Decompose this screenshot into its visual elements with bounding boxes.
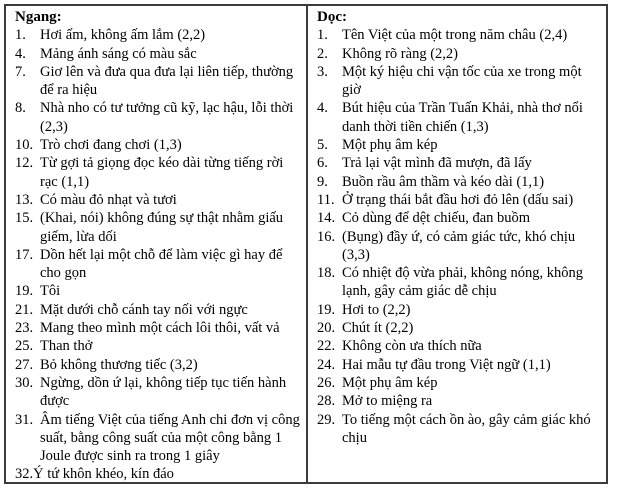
clue-item: [15, 136, 301, 154]
clue-item: [15, 191, 301, 209]
clue-text: Mang theo mình một cách lôi thôi, vất vả: [40, 320, 280, 337]
clue-number: 25.: [15, 338, 34, 355]
clue-item: [15, 465, 301, 482]
clue-item: [15, 246, 301, 283]
clue-number: 18.: [317, 265, 336, 282]
clue-text: Cỏ dùng để dệt chiếu, đan buồm: [342, 210, 531, 227]
clue-item: [317, 228, 601, 265]
clue-text: Tên Việt của một trong năm châu (2,4): [342, 27, 568, 44]
clue-number: 14.: [317, 210, 336, 227]
clue-number: 11.: [317, 191, 335, 208]
clue-text: To tiếng một cách ồn ào, gây cảm giác khó chịu: [342, 411, 591, 446]
clue-text: Trả lại vật mình đã mượn, đã lấy: [342, 155, 532, 172]
clue-number: 20.: [317, 320, 336, 337]
clue-item: [317, 191, 601, 209]
clue-text: (Khai, nói) không đúng sự thật nhằm giấu giếm, lừa dối: [40, 210, 284, 245]
across-header: Ngang:: [15, 9, 62, 25]
clue-item: [15, 337, 301, 355]
clue-item: [15, 356, 301, 374]
clue-text: Từ gợi tả giọng đọc kéo dài từng tiếng rời rạc (1,1): [40, 155, 284, 190]
down-header: Dọc:: [317, 9, 347, 25]
clue-text: Một phụ âm kép: [342, 374, 438, 391]
clue-number: 9.: [317, 173, 328, 190]
clue-number: 1.: [15, 27, 26, 44]
clue-text: Tôi: [40, 283, 61, 300]
clue-item: [15, 45, 301, 63]
clue-item: [15, 63, 301, 100]
clue-text: Có nhiệt độ vừa phải, không nóng, không lạnh, gây cảm giác dễ chịu: [342, 265, 584, 300]
clue-text: Than thở: [40, 338, 93, 355]
clue-number: 7.: [15, 63, 26, 80]
clue-item: [317, 301, 601, 319]
clue-number: 4.: [317, 100, 328, 117]
clue-item: [317, 392, 601, 410]
clue-number: 30.: [15, 374, 34, 391]
clue-text: Dồn hết lại một chỗ để làm việc gì hay để cho gọn: [40, 246, 283, 282]
clue-text: Ý tứ khôn khéo, kín đáo: [33, 466, 174, 482]
clue-text: Trò chơi đang chơi (1,3): [40, 137, 182, 154]
clue-text: Hai mẫu tự đầu trong Việt ngữ (1,1): [342, 356, 551, 373]
clue-item: [15, 282, 301, 300]
clue-item: [317, 26, 601, 44]
clue-number: 19.: [317, 301, 336, 318]
clue-text: Giơ lên và đưa qua đưa lại liên tiếp, thường để ra hiệu: [40, 63, 294, 99]
clue-text: Có màu đỏ nhạt và tươi: [40, 191, 177, 208]
across-column: [6, 6, 306, 482]
clue-number: 17.: [15, 246, 34, 263]
clue-number: 3.: [317, 63, 328, 80]
clue-item: [317, 209, 601, 227]
clue-item: [15, 411, 301, 466]
clue-item: [15, 154, 301, 191]
clue-text: Ở trạng thái bắt đầu hơi đỏ lên (dấu sai): [342, 191, 574, 208]
clue-text: Hơi to (2,2): [342, 301, 411, 318]
clue-number: 22.: [317, 338, 336, 355]
clue-number: 31.: [15, 411, 34, 428]
clue-text: Mở to miệng ra: [342, 393, 433, 410]
clue-item: [317, 319, 601, 337]
clue-number: 12.: [15, 155, 34, 172]
clue-number: 4.: [15, 45, 26, 62]
clue-text: (Bụng) đầy ứ, có cảm giác tức, khó chịu (3,3): [342, 228, 576, 263]
clue-number: 2.: [317, 45, 328, 62]
clue-text: Một ký hiệu chi vận tốc của xe trong một giờ: [342, 63, 582, 99]
clue-text: Ngừng, dồn ứ lại, không tiếp tục tiến hành được: [40, 374, 287, 410]
clue-item: [317, 374, 601, 392]
clue-text: Không rõ ràng (2,2): [342, 45, 458, 62]
clue-item: [15, 99, 301, 136]
down-clue-list: [317, 26, 601, 447]
clue-item: [317, 63, 601, 100]
clue-number: 5.: [317, 137, 328, 154]
crossword-clue-table: [4, 4, 608, 484]
clue-number: 13.: [15, 191, 34, 208]
clue-number: 16.: [317, 228, 336, 245]
clue-item: [317, 356, 601, 374]
clue-item: [15, 209, 301, 246]
clue-text: Nhà nho có tư tưởng cũ kỹ, lạc hậu, lỗi thời (2,3): [40, 100, 294, 135]
clue-item: [15, 301, 301, 319]
clue-text: Mặt dưới chỗ cánh tay nối với ngực: [40, 301, 248, 318]
clue-item: [317, 99, 601, 136]
clue-item: [317, 337, 601, 355]
clue-number: 28.: [317, 393, 336, 410]
clue-number: 15.: [15, 210, 34, 227]
clue-text: Chút ít (2,2): [342, 320, 414, 337]
clue-item: [317, 264, 601, 301]
clue-item: [317, 45, 601, 63]
clue-item: [15, 374, 301, 411]
clue-number: 27.: [15, 356, 34, 373]
clue-text: Không còn ưa thích nữa: [342, 338, 482, 355]
clue-number: 23.: [15, 320, 34, 337]
clue-text: Buồn rầu âm thầm và kéo dài (1,1): [342, 173, 545, 190]
across-clue-list: [15, 26, 301, 482]
clue-item: [15, 26, 301, 44]
clue-text: Bỏ không thương tiếc (3,2): [40, 356, 198, 373]
clue-text: Hơi ấm, không ấm lắm (2,2): [40, 27, 206, 44]
clue-number: 6.: [317, 155, 328, 172]
clue-text: Bút hiệu của Trần Tuấn Khải, nhà thơ nổi danh thời tiền chiến (1,3): [342, 100, 583, 135]
clue-number: 10.: [15, 137, 34, 154]
clue-item: [15, 319, 301, 337]
down-column: [306, 6, 606, 482]
clue-number: 1.: [317, 27, 328, 44]
clue-number: 29.: [317, 411, 336, 428]
clue-item: [317, 411, 601, 448]
clue-text: Một phụ âm kép: [342, 137, 438, 154]
clue-number: 8.: [15, 100, 26, 117]
clue-number: 32.: [15, 466, 34, 482]
clue-text: Âm tiếng Việt của tiếng Anh chi đơn vị công suất, bằng công suất của một công bằng 1 Joule được sinh ra trong 1 giây: [40, 411, 300, 465]
clue-number: 21.: [15, 301, 34, 318]
clue-number: 26.: [317, 374, 336, 391]
clue-item: [317, 154, 601, 172]
clue-text: Mảng ánh sáng có màu sắc: [40, 45, 197, 62]
clue-item: [317, 136, 601, 154]
clue-item: [317, 173, 601, 191]
clue-number: 19.: [15, 283, 34, 300]
clue-number: 24.: [317, 356, 336, 373]
